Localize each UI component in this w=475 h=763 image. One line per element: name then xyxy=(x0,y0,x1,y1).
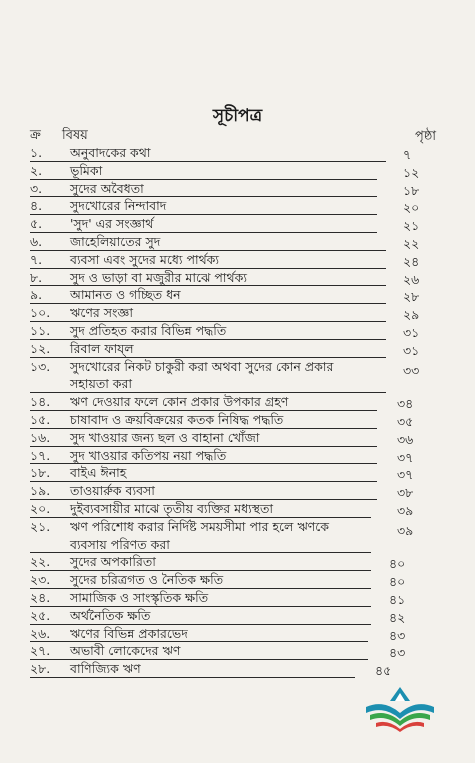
toc-entry-title-line: ঋণের বিভিন্ন প্রকারভেদ xyxy=(70,625,188,641)
toc-entry-page: ৩৯ xyxy=(397,522,414,538)
toc-entry-title xyxy=(70,429,380,447)
toc-entry-page: ৩৩ xyxy=(403,362,420,378)
toc-entry xyxy=(0,660,475,678)
toc-entry-title xyxy=(70,411,380,429)
toc-entry-number: ১৬. xyxy=(30,429,51,445)
toc-entry-number: ১. xyxy=(30,145,43,160)
toc-entry-number: ২৮. xyxy=(30,661,51,677)
toc-entry-title xyxy=(70,393,380,411)
toc-entry-number: ১০. xyxy=(30,305,51,321)
toc-entry xyxy=(0,642,475,660)
toc-entry-page: ৩৯ xyxy=(397,502,414,518)
toc-entry-title xyxy=(70,500,380,518)
toc-entry xyxy=(0,269,475,287)
toc-entries xyxy=(0,144,475,678)
toc-entry-title-line: সামাজিক ও সাংস্কৃতিক ক্ষতি xyxy=(70,589,209,605)
toc-entry-page: ৩৪ xyxy=(397,396,414,412)
toc-entry xyxy=(0,518,475,554)
toc-entry-title-line: তাওয়ার্রুক ব্যবসা xyxy=(70,483,155,499)
toc-entry-number: ৫. xyxy=(30,216,43,232)
toc-entry xyxy=(0,340,475,358)
toc-entry-title xyxy=(70,660,380,678)
toc-entry-title-line: ঋণ দেওয়ার ফলে কোন প্রকার উপকার গ্রহণ xyxy=(70,394,289,410)
toc-entry xyxy=(0,286,475,304)
toc-entry-number: ৭. xyxy=(30,251,43,267)
toc-entry-title xyxy=(70,340,380,358)
toc-entry xyxy=(0,464,475,482)
toc-entry-page: ৭ xyxy=(403,147,412,162)
toc-entry-number: ১৪. xyxy=(30,394,51,410)
toc-entry-title xyxy=(70,607,380,625)
toc-entry-title xyxy=(70,233,380,251)
toc-entry-number: ২০. xyxy=(30,500,51,516)
toc-entry-title-line: সুদ খাওয়ার কতিপয় নয়া পদ্ধতি xyxy=(70,447,227,463)
toc-entry-number: ৩. xyxy=(30,180,43,196)
toc-entry xyxy=(0,304,475,322)
toc-entry xyxy=(0,215,475,233)
toc-entry-title-line: জাহেলিয়াতের সুদ xyxy=(70,233,161,249)
toc-entry-title xyxy=(70,625,380,643)
toc-entry-title xyxy=(70,642,380,660)
toc-entry xyxy=(0,625,475,643)
toc-entry-title xyxy=(70,553,380,571)
toc-entry-title-line: আমানত ও গচ্ছিত ধন xyxy=(70,287,181,303)
toc-entry xyxy=(0,429,475,447)
toc-entry-title xyxy=(70,269,380,287)
toc-entry xyxy=(0,589,475,607)
toc-entry-page: ২১ xyxy=(403,218,420,234)
toc-entry xyxy=(0,571,475,589)
toc-entry-page: ২৪ xyxy=(403,253,420,269)
toc-entry-title-line: সুদ প্রতিহত করার বিভিন্ন পদ্ধতি xyxy=(70,322,227,338)
toc-entry-number: ১৩. xyxy=(30,358,51,374)
toc-entry xyxy=(0,607,475,625)
toc-entry-page: ২৬ xyxy=(403,271,420,287)
toc-entry-number: ৬. xyxy=(30,233,43,249)
toc-entry-number: ১৫. xyxy=(30,411,51,427)
toc-entry xyxy=(0,233,475,251)
toc-entry-number: ২২. xyxy=(30,554,51,570)
toc-entry-title xyxy=(70,304,380,322)
toc-entry-page: ৪০ xyxy=(389,556,406,572)
toc-entry-number: ১৮. xyxy=(30,465,51,481)
toc-entry-number: ৮. xyxy=(30,269,43,285)
toc-entry xyxy=(0,251,475,269)
toc-entry-title-line: সুদের অবৈধতা xyxy=(70,180,144,196)
toc-entry-title-line: সুদ ও ভাড়া বা মজুরীর মাঝে পার্থক্য xyxy=(70,269,248,285)
toc-entry-page: ৩১ xyxy=(403,324,420,340)
toc-entry xyxy=(0,500,475,518)
subject-column-header: বিষয় xyxy=(62,128,88,143)
toc-entry-number: ২৪. xyxy=(30,589,51,605)
toc-entry-title xyxy=(70,518,380,554)
toc-entry-title-line: বাণিজ্যিক ঋণ xyxy=(70,661,141,677)
toc-entry-title-line: চাষাবাদ ও ক্রয়বিক্রয়ের কতক নিষিদ্ধ পদ্ধতি xyxy=(70,411,284,427)
toc-entry-number: ২৫. xyxy=(30,607,51,623)
toc-entry-title xyxy=(70,571,380,589)
toc-entry-page: ৩৮ xyxy=(397,485,414,501)
toc-entry xyxy=(0,482,475,500)
toc-entry-title-line: ভূমিকা xyxy=(70,162,103,178)
toc-entry xyxy=(0,162,475,180)
page-title: সূচীপত্র xyxy=(212,106,263,126)
toc-entry-number: ২৬. xyxy=(30,625,51,641)
toc-entry-title xyxy=(70,464,380,482)
toc-entry-page: ৩৭ xyxy=(397,467,414,483)
toc-entry-number: ৯. xyxy=(30,287,43,303)
toc-entry-number: ২১. xyxy=(30,518,51,534)
toc-entry-title-line: অনুবাদকের কথা xyxy=(70,145,151,160)
toc-entry-title-line: 'সুদ' এর সংজ্ঞার্থ xyxy=(70,216,154,232)
toc-entry-number: ২৩. xyxy=(30,572,51,588)
toc-entry xyxy=(0,411,475,429)
serial-column-header: ক্র xyxy=(30,128,41,143)
toc-entry-number: ১৭. xyxy=(30,447,51,463)
toc-entry-title-line: ঋণ পরিশোধ করার নির্দিষ্ট সময়সীমা পার হলে ঋণকে xyxy=(70,518,330,534)
toc-entry-underline xyxy=(30,677,355,678)
toc-entry-page: ২২ xyxy=(403,235,420,251)
toc-entry xyxy=(0,358,475,394)
toc-entry-title xyxy=(70,215,380,233)
toc-entry-title-line: সুদের অপকারিতা xyxy=(70,554,156,570)
toc-entry-title-line: অর্থনৈতিক ক্ষতি xyxy=(70,607,151,623)
toc-entry-title-line: সহায়তা করা xyxy=(70,376,133,392)
toc-entry-page: ৩৭ xyxy=(397,449,414,465)
toc-entry-title-line: সুদ খাওয়ার জন্য ছল ও বাহানা খোঁজা xyxy=(70,429,260,445)
toc-entry-number: ৪. xyxy=(30,198,43,214)
toc-entry xyxy=(0,197,475,215)
toc-entry-title-line: ঋণের সংজ্ঞা xyxy=(70,305,133,321)
toc-entry-page: ৪০ xyxy=(389,574,406,590)
toc-entry-page: ১২ xyxy=(403,164,420,180)
toc-entry-title xyxy=(70,447,380,465)
toc-entry-page: ২৯ xyxy=(403,307,420,323)
toc-entry-title xyxy=(70,482,380,500)
toc-entry-number: ১১. xyxy=(30,322,51,338)
toc-entry-title xyxy=(70,358,380,394)
toc-entry-title-line: সুদখোরের নিন্দাবাদ xyxy=(70,198,167,214)
toc-entry-number: ২. xyxy=(30,162,43,178)
open-book-logo-icon xyxy=(360,683,440,733)
toc-entry-page: ১৮ xyxy=(403,182,420,198)
toc-entry xyxy=(0,553,475,571)
toc-entry xyxy=(0,180,475,198)
toc-entry-number: ১২. xyxy=(30,340,51,356)
toc-entry xyxy=(0,393,475,411)
toc-entry-page: ২৮ xyxy=(403,289,420,305)
toc-entry-number: ২৭. xyxy=(30,643,51,659)
toc-entry-title-line: বাইএ ঈনাহ xyxy=(70,465,127,481)
toc-entry-page: ২০ xyxy=(403,200,420,216)
toc-entry-title xyxy=(70,144,380,162)
toc-entry-title xyxy=(70,322,380,340)
toc-entry-title-line: অভাবী লোকেদের ঋণ xyxy=(70,643,181,659)
toc-entry-title xyxy=(70,589,380,607)
toc-entry-page: ৩১ xyxy=(403,342,420,358)
toc-entry-title-line: দুইব্যবসায়ীর মাঝে তৃতীয় ব্যক্তির মধ্যস্থতা xyxy=(70,500,273,516)
page-column-header: পৃষ্ঠা xyxy=(415,129,437,144)
toc-entry-title-line: ব্যবসায় পরিণত করা xyxy=(70,536,170,552)
toc-entry-title-line: সুদখোরের নিকট চাকুরী করা অথবা সুদের কোন প্রকার xyxy=(70,358,334,374)
toc-entry-page: ৩৫ xyxy=(397,413,414,429)
toc-entry-title-line: সুদের চরিত্রগত ও নৈতিক ক্ষতি xyxy=(70,572,224,588)
toc-entry-page: ৪২ xyxy=(389,609,406,625)
toc-entry-title-line: রিবাল ফায্‌ল xyxy=(70,340,134,356)
toc-entry-title-line: ব্যবসা এবং সুদের মধ্যে পার্থক্য xyxy=(70,251,220,267)
toc-entry xyxy=(0,322,475,340)
toc-entry-page: ৪৩ xyxy=(389,627,406,643)
toc-entry-title xyxy=(70,251,380,269)
toc-entry-page: ৪৩ xyxy=(389,645,406,661)
toc-entry-number: ১৯. xyxy=(30,483,51,499)
toc-entry-page: ৩৬ xyxy=(397,431,414,447)
toc-entry-title xyxy=(70,162,380,180)
toc-entry-page: ৪৫ xyxy=(375,663,392,679)
toc-entry-title xyxy=(70,180,380,198)
toc-entry-title xyxy=(70,197,380,215)
toc-entry-title xyxy=(70,286,380,304)
toc-entry xyxy=(0,144,475,162)
toc-entry-page: ৪১ xyxy=(389,591,406,607)
toc-entry xyxy=(0,447,475,465)
